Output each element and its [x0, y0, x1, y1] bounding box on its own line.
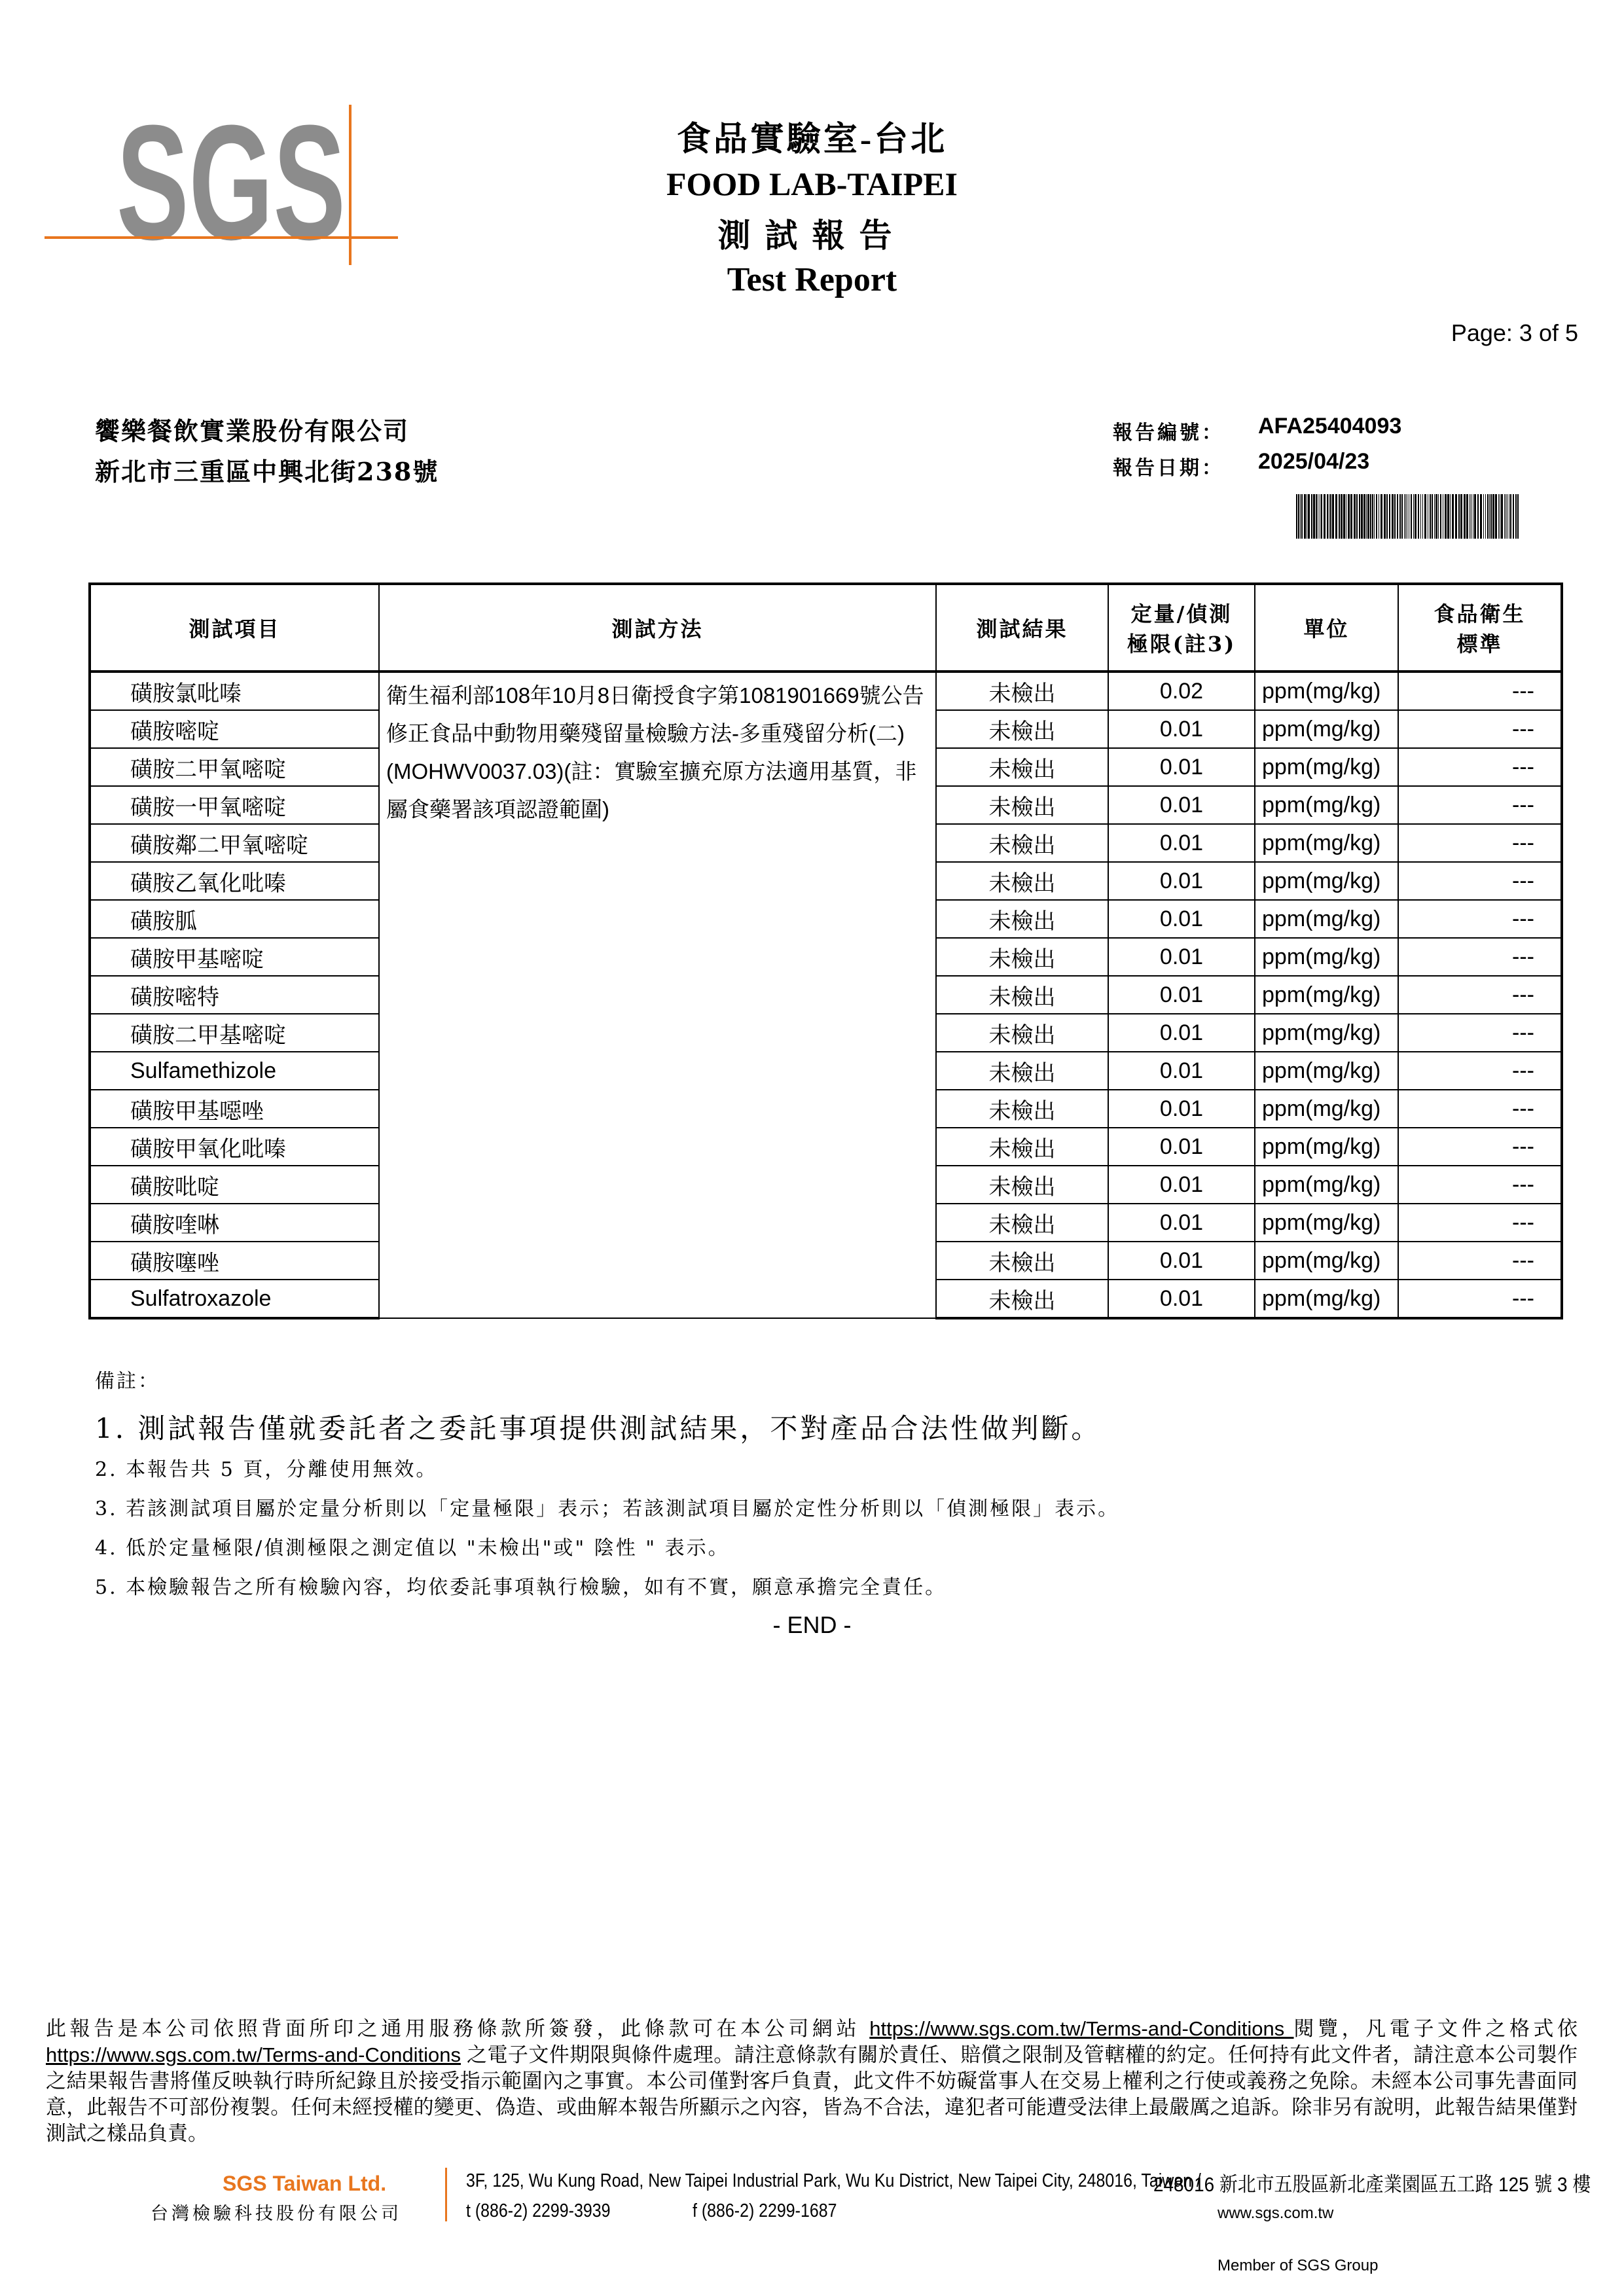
cell-unit: ppm(mg/kg)	[1255, 710, 1398, 748]
table-header-row	[90, 584, 1562, 672]
barcode-bar	[1490, 494, 1492, 539]
cell-unit: ppm(mg/kg)	[1255, 748, 1398, 786]
cell-unit: ppm(mg/kg)	[1255, 1090, 1398, 1128]
barcode-bar	[1354, 494, 1356, 539]
barcode-bar	[1415, 494, 1416, 539]
cell-standard: ---	[1398, 748, 1562, 786]
cell-limit: 0.01	[1108, 900, 1255, 938]
cell-standard: ---	[1398, 862, 1562, 900]
cell-unit: ppm(mg/kg)	[1255, 672, 1398, 710]
barcode-bar	[1316, 494, 1317, 539]
barcode-bar	[1501, 494, 1503, 539]
company-website[interactable]: www.sgs.com.tw	[1218, 2204, 1334, 2222]
barcode-bar	[1483, 494, 1484, 539]
cell-result: 未檢出	[936, 1280, 1108, 1318]
report-title-en: Test Report	[727, 261, 897, 298]
cell-result: 未檢出	[936, 862, 1108, 900]
barcode-bar	[1343, 494, 1345, 539]
barcode-bar	[1452, 494, 1454, 539]
barcode-bar	[1495, 494, 1497, 539]
terms-text-1: 此報告是本公司依照背面所印之通用服務條款所簽發，此條款可在本公司網站	[46, 2017, 870, 2040]
svg-text:SGS: SGS	[117, 91, 346, 274]
header-result: 測試結果	[936, 584, 1108, 672]
barcode	[1296, 494, 1519, 539]
barcode-bar	[1339, 494, 1340, 539]
barcode-bar	[1420, 494, 1421, 539]
barcode-bar	[1361, 494, 1363, 539]
cell-limit: 0.01	[1108, 1052, 1255, 1090]
cell-item: 磺胺鄰二甲氧嘧啶	[90, 824, 379, 862]
barcode-bar	[1517, 494, 1519, 539]
cell-item: 磺胺甲氧化吡嗪	[90, 1128, 379, 1166]
barcode-bar	[1477, 494, 1479, 539]
barcode-bar	[1515, 494, 1517, 539]
cell-standard: ---	[1398, 1166, 1562, 1204]
barcode-bar	[1464, 494, 1466, 539]
cell-standard: ---	[1398, 672, 1562, 710]
barcode-bar	[1370, 494, 1371, 539]
cell-limit: 0.01	[1108, 976, 1255, 1014]
cell-standard: ---	[1398, 938, 1562, 976]
cell-result: 未檢出	[936, 1090, 1108, 1128]
cell-unit: ppm(mg/kg)	[1255, 976, 1398, 1014]
report-title-zh: 測試報告	[717, 217, 907, 254]
cell-limit: 0.01	[1108, 1014, 1255, 1052]
barcode-bar	[1324, 494, 1326, 539]
barcode-bar	[1510, 494, 1511, 539]
barcode-bar	[1485, 494, 1486, 539]
barcode-bar	[1332, 494, 1334, 539]
barcode-bar	[1366, 494, 1367, 539]
cell-item: 磺胺噻唑	[90, 1242, 379, 1280]
cell-standard: ---	[1398, 1242, 1562, 1280]
cell-limit: 0.01	[1108, 1128, 1255, 1166]
cell-standard: ---	[1398, 1090, 1562, 1128]
report-number: AFA25404093	[1258, 414, 1402, 439]
terms-text-3: 之電子文件期限與條件處理。請注意條款有關於責任、賠償之限制及管轄權的約定。任何持有此文件者，請注意本公司製作之結果報告書將僅反映執行時所紀錄且於接受指示範圍內之事實。本公司僅對客戶負責，此文件不妨礙當事人在交易上權利之行使或義務之免除。未經本公司事先書面同意，此報告不可部份複製。任何未經授權的變更、偽造、或曲解本報告所顯示之內容，皆為不合法，違犯者可能遭受法律上最嚴厲之追訴。除非另有說明，此報告結果僅對測試之樣品負責。	[46, 2043, 1578, 2145]
header-method: 測試方法	[379, 584, 936, 672]
report-number-label: 報告編號：	[1113, 422, 1224, 444]
barcode-bar	[1489, 494, 1490, 539]
footer-divider	[445, 2168, 447, 2221]
barcode-bar	[1447, 494, 1449, 539]
barcode-bar	[1341, 494, 1343, 539]
cell-standard: ---	[1398, 824, 1562, 862]
cell-unit: ppm(mg/kg)	[1255, 1166, 1398, 1204]
cell-method: 衛生福利部108年10月8日衛授食字第1081901669號公告修正食品中動物用藥殘留量檢驗方法-多重殘留分析(二)(MOHWV0037.03)(註：實驗室擴充原方法適用基質，非屬食藥署該項認證範圍)	[379, 672, 936, 1318]
cell-item: 磺胺吡啶	[90, 1166, 379, 1204]
lab-title-zh: 食品實驗室-台北	[676, 121, 948, 158]
barcode-bar	[1308, 494, 1310, 539]
company-name-en: SGS Taiwan Ltd.	[223, 2172, 387, 2195]
barcode-bar	[1301, 494, 1303, 539]
barcode-bar	[1372, 494, 1373, 539]
barcode-bar	[1404, 494, 1405, 539]
cell-limit: 0.01	[1108, 1204, 1255, 1242]
cell-item: 磺胺氯吡嗪	[90, 672, 379, 710]
cell-standard: ---	[1398, 1128, 1562, 1166]
barcode-bar	[1424, 494, 1426, 539]
results-table	[88, 583, 1563, 1319]
cell-unit: ppm(mg/kg)	[1255, 900, 1398, 938]
cell-limit: 0.01	[1108, 1166, 1255, 1204]
cell-item: 磺胺喹啉	[90, 1204, 379, 1242]
barcode-bar	[1359, 494, 1360, 539]
barcode-bar	[1504, 494, 1505, 539]
cell-unit: ppm(mg/kg)	[1255, 1280, 1398, 1318]
header-limit-line2: 極限(註3)	[1127, 632, 1236, 656]
barcode-bar	[1466, 494, 1468, 539]
cell-standard: ---	[1398, 900, 1562, 938]
cell-standard: ---	[1398, 786, 1562, 824]
cell-result: 未檢出	[936, 710, 1108, 748]
cell-result: 未檢出	[936, 1052, 1108, 1090]
company-address-zh: 248016 新北市五股區新北產業園區五工路 125 號 3 樓	[1153, 2173, 1591, 2196]
cell-result: 未檢出	[936, 1128, 1108, 1166]
cell-standard: ---	[1398, 1204, 1562, 1242]
member-of-group: Member of SGS Group	[1218, 2257, 1379, 2274]
barcode-bar	[1422, 494, 1423, 539]
cell-result: 未檢出	[936, 900, 1108, 938]
client-address: 新北市三重區中興北街238號	[95, 457, 439, 486]
report-date-label: 報告日期：	[1113, 457, 1224, 480]
lab-title-en: FOOD LAB-TAIPEI	[666, 166, 958, 202]
barcode-bar	[1313, 494, 1315, 539]
barcode-bar	[1356, 494, 1358, 539]
cell-standard: ---	[1398, 1052, 1562, 1090]
cell-result: 未檢出	[936, 1204, 1108, 1242]
cell-item: Sulfatroxazole	[90, 1280, 379, 1318]
report-date: 2025/04/23	[1258, 449, 1370, 474]
cell-limit: 0.02	[1108, 672, 1255, 710]
cell-limit: 0.01	[1108, 786, 1255, 824]
cell-result: 未檢出	[936, 748, 1108, 786]
barcode-bar	[1399, 494, 1401, 539]
cell-unit: ppm(mg/kg)	[1255, 824, 1398, 862]
header-standard	[1398, 584, 1562, 672]
barcode-bar	[1405, 494, 1406, 539]
company-fax: f (886-2) 2299-1687	[693, 2200, 837, 2221]
barcode-bar	[1401, 494, 1403, 539]
cell-standard: ---	[1398, 976, 1562, 1014]
terms-disclaimer	[46, 2016, 1578, 2147]
cell-result: 未檢出	[936, 824, 1108, 862]
cell-limit: 0.01	[1108, 1242, 1255, 1280]
notes-title: 備註：	[95, 1370, 160, 1393]
page-number: Page: 3 of 5	[1451, 319, 1578, 346]
barcode-bar	[1498, 494, 1499, 539]
cell-unit: ppm(mg/kg)	[1255, 938, 1398, 976]
cell-unit: ppm(mg/kg)	[1255, 862, 1398, 900]
header-item: 測試項目	[90, 584, 379, 672]
barcode-bar	[1413, 494, 1414, 539]
cell-limit: 0.01	[1108, 862, 1255, 900]
header-unit: 單位	[1255, 584, 1398, 672]
cell-standard: ---	[1398, 1280, 1562, 1318]
note-item: 1. 測試報告僅就委託者之委託事項提供測試結果，不對產品合法性做判斷。	[95, 1412, 1102, 1444]
barcode-bar	[1376, 494, 1377, 539]
barcode-bar	[1411, 494, 1412, 539]
cell-unit: ppm(mg/kg)	[1255, 1128, 1398, 1166]
cell-standard: ---	[1398, 710, 1562, 748]
terms-text-2: 閱覽，凡電子文件之格式依	[1293, 2017, 1578, 2040]
barcode-bar	[1330, 494, 1331, 539]
cell-result: 未檢出	[936, 786, 1108, 824]
barcode-bar	[1394, 494, 1396, 539]
cell-unit: ppm(mg/kg)	[1255, 1204, 1398, 1242]
barcode-bar	[1392, 494, 1394, 539]
header-limit	[1108, 584, 1255, 672]
cell-limit: 0.01	[1108, 824, 1255, 862]
barcode-bar	[1445, 494, 1447, 539]
barcode-bar	[1327, 494, 1328, 539]
cell-item: 磺胺嘧啶	[90, 710, 379, 748]
end-marker: - END -	[772, 1611, 852, 1638]
cell-limit: 0.01	[1108, 710, 1255, 748]
barcode-bar	[1430, 494, 1431, 539]
cell-item: 磺胺胍	[90, 900, 379, 938]
cell-item: Sulfamethizole	[90, 1052, 379, 1090]
barcode-bar	[1455, 494, 1457, 539]
barcode-bar	[1350, 494, 1352, 539]
barcode-bar	[1450, 494, 1451, 539]
barcode-bar	[1474, 494, 1476, 539]
cell-limit: 0.01	[1108, 938, 1255, 976]
barcode-bar	[1384, 494, 1386, 539]
barcode-bar	[1304, 494, 1306, 539]
barcode-bar	[1311, 494, 1312, 539]
barcode-bar	[1363, 494, 1365, 539]
barcode-bar	[1460, 494, 1462, 539]
header-limit-line1: 定量/偵測	[1130, 601, 1233, 626]
note-item: 4. 低於定量極限/偵測極限之測定值以 "未檢出"或" 陰性 " 表示。	[95, 1537, 730, 1560]
cell-item: 磺胺嘧特	[90, 976, 379, 1014]
client-name: 饗樂餐飲實業股份有限公司	[95, 416, 410, 446]
barcode-bar	[1296, 494, 1297, 539]
company-name-zh: 台灣檢驗科技股份有限公司	[151, 2204, 402, 2224]
header-standard-line1: 食品衛生	[1434, 601, 1526, 626]
barcode-bar	[1458, 494, 1460, 539]
barcode-bar	[1492, 494, 1494, 539]
cell-unit: ppm(mg/kg)	[1255, 1242, 1398, 1280]
barcode-bar	[1418, 494, 1419, 539]
barcode-bar	[1386, 494, 1388, 539]
barcode-bar	[1374, 494, 1375, 539]
cell-result: 未檢出	[936, 1242, 1108, 1280]
barcode-bar	[1397, 494, 1398, 539]
cell-item: 磺胺乙氧化吡嗪	[90, 862, 379, 900]
cell-item: 磺胺甲基噁唑	[90, 1090, 379, 1128]
barcode-bar	[1367, 494, 1369, 539]
cell-item: 磺胺二甲基嘧啶	[90, 1014, 379, 1052]
barcode-bar	[1487, 494, 1489, 539]
cell-result: 未檢出	[936, 1166, 1108, 1204]
barcode-bar	[1440, 494, 1441, 539]
cell-item: 磺胺甲基嘧啶	[90, 938, 379, 976]
terms-link-2[interactable]: https://www.sgs.com.tw/Terms-and-Conditions	[46, 2043, 461, 2066]
barcode-bar	[1513, 494, 1514, 539]
barcode-bar	[1389, 494, 1390, 539]
note-item: 2. 本報告共 5 頁，分離使用無效。	[95, 1458, 438, 1481]
barcode-bar	[1480, 494, 1482, 539]
cell-limit: 0.01	[1108, 748, 1255, 786]
cell-result: 未檢出	[936, 1014, 1108, 1052]
table-row	[90, 672, 1562, 710]
header-standard-line2: 標準	[1456, 632, 1503, 656]
cell-result: 未檢出	[936, 672, 1108, 710]
note-item: 3. 若該測試項目屬於定量分析則以「定量極限」表示；若該測試項目屬於定性分析則以「偵測極限」表示。	[95, 1498, 1120, 1520]
barcode-bar	[1432, 494, 1433, 539]
cell-item: 磺胺二甲氧嘧啶	[90, 748, 379, 786]
cell-limit: 0.01	[1108, 1090, 1255, 1128]
barcode-bar	[1434, 494, 1435, 539]
company-address-en: 3F, 125, Wu Kung Road, New Taipei Industrial Park, Wu Ku District, New Taipei City, 248016, Taiwan /	[466, 2170, 1201, 2191]
barcode-bar	[1438, 494, 1439, 539]
cell-item: 磺胺一甲氧嘧啶	[90, 786, 379, 824]
barcode-bar	[1298, 494, 1299, 539]
cell-unit: ppm(mg/kg)	[1255, 1052, 1398, 1090]
note-item: 5. 本檢驗報告之所有檢驗內容，均依委託事項執行檢驗，如有不實，願意承擔完全責任。	[95, 1576, 947, 1599]
cell-limit: 0.01	[1108, 1280, 1255, 1318]
cell-unit: ppm(mg/kg)	[1255, 786, 1398, 824]
cell-result: 未檢出	[936, 976, 1108, 1014]
barcode-bar	[1335, 494, 1337, 539]
cell-standard: ---	[1398, 1014, 1562, 1052]
barcode-bar	[1380, 494, 1382, 539]
terms-link-1[interactable]: https://www.sgs.com.tw/Terms-and-Conditions	[869, 2017, 1294, 2040]
barcode-bar	[1435, 494, 1437, 539]
company-phone: t (886-2) 2299-3939	[466, 2200, 611, 2221]
barcode-bar	[1300, 494, 1301, 539]
barcode-bar	[1348, 494, 1350, 539]
barcode-bar	[1321, 494, 1322, 539]
cell-unit: ppm(mg/kg)	[1255, 1014, 1398, 1052]
cell-result: 未檢出	[936, 938, 1108, 976]
